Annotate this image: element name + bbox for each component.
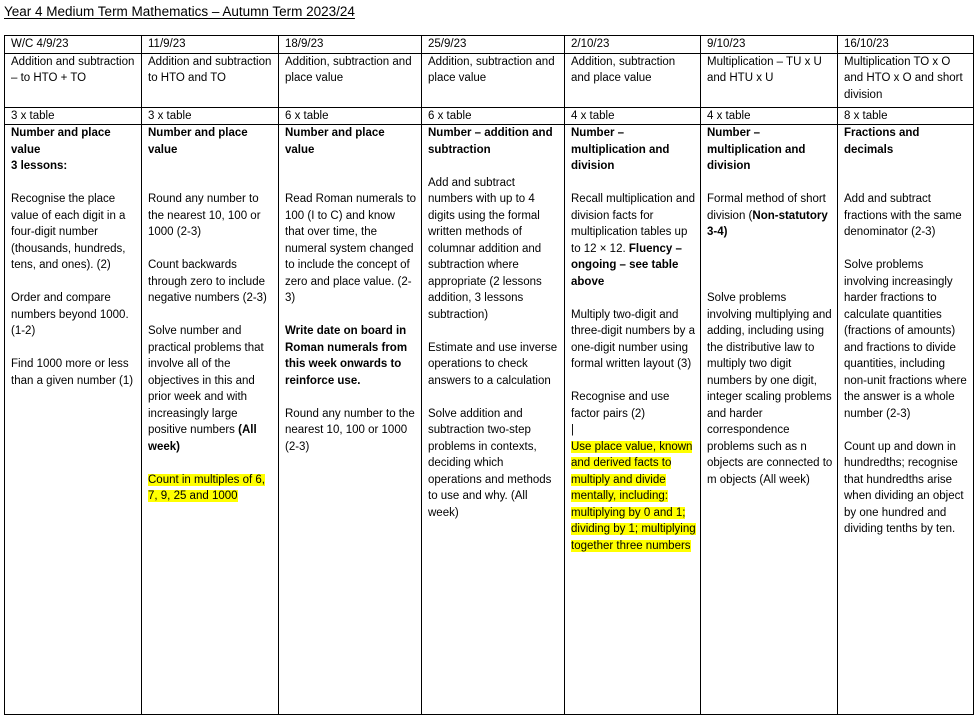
highlighted-objective: Count in multiples of 6, 7, 9, 25 and 1000	[148, 473, 265, 502]
objectives-cell-week3	[279, 125, 422, 715]
objectives-cell-week5	[565, 125, 701, 715]
objective-text: Find 1000 more or less than a given number (1)	[11, 358, 134, 387]
objective-text: Count up and down in hundredths; recognise that hundredths arise when dividing an object by one hundred and dividing tenths by ten.	[844, 440, 964, 535]
objective-text: Multiply two-digit and three-digit numbers by a one-digit number using formal written layout (3)	[571, 308, 696, 370]
highlighted-objective: Use place value, known and derived facts to multiply and divide mentally, including: multiplying by 0 and 1; dividing by 1; multiplying together three numbers	[571, 440, 696, 552]
objectives-cell-week2	[142, 125, 279, 715]
topic-cell: Addition, subtraction and place value	[422, 53, 565, 107]
times-table-row	[5, 107, 974, 125]
objective-text: Round any number to the nearest 10, 100 or 1000 (2-3)	[285, 407, 415, 453]
strand-heading: Number and place value	[148, 127, 248, 156]
text-cursor: |	[571, 424, 574, 436]
week-cell: 18/9/23	[279, 36, 422, 54]
times-table-cell: 6 x table	[279, 107, 422, 125]
week-cell: 25/9/23	[422, 36, 565, 54]
objective-text: Solve problems involving increasingly harder fractions to calculate quantities (fractions of amounts) and fractions to divide quantities, including non-unit fractions where the answer is a whole number (2-3)	[844, 259, 967, 420]
topic-cell: Addition, subtraction and place value	[565, 53, 701, 107]
week-header-row	[5, 36, 974, 54]
topic-cell: Addition, subtraction and place value	[279, 53, 422, 107]
times-table-cell: 6 x table	[422, 107, 565, 125]
objective-text: Solve number and practical problems that involve all of the objectives in this and prior week and with increasingly large positive numbers (All week)	[148, 325, 264, 453]
week-cell: 11/9/23	[142, 36, 279, 54]
times-table-cell: 4 x table	[565, 107, 701, 125]
week-cell: 2/10/23	[565, 36, 701, 54]
objectives-cell-week7	[838, 125, 974, 715]
objective-text: Add and subtract numbers with up to 4 digits using the formal written methods of columnar addition and subtraction where appropriate (2 lessons addition, 3 lessons subtraction)	[428, 176, 542, 321]
objectives-cell-week1	[5, 125, 142, 715]
lesson-count: 3 lessons:	[11, 160, 68, 172]
topic-row	[5, 53, 974, 107]
document-title: Year 4 Medium Term Mathematics – Autumn Term 2023/24	[4, 4, 355, 19]
strand-heading: Number and place value	[285, 127, 385, 156]
objective-text: Read Roman numerals to 100 (I to C) and know that over time, the numeral system changed to include the concept of zero and place value. (2-3)	[285, 193, 417, 304]
objective-text: Add and subtract fractions with the same denominator (2-3)	[844, 193, 962, 238]
strand-heading: Number and place value	[11, 127, 111, 156]
week-cell: 16/10/23	[838, 36, 974, 54]
objective-text: Count backwards through zero to include negative numbers (2-3)	[148, 259, 267, 304]
strand-heading: Number – addition and subtraction	[428, 127, 553, 156]
times-table-cell: 3 x table	[5, 107, 142, 125]
objective-text: Recognise the place value of each digit in a four-digit number (thousands, hundreds, tens, and ones). (2)	[11, 193, 126, 271]
times-table-cell: 8 x table	[838, 107, 974, 125]
objective-text: Solve addition and subtraction two-step problems in contexts, deciding which operations and methods to use and why. (All week)	[428, 407, 552, 519]
objective-note: Write date on board in Roman numerals from this week onwards to reinforce use.	[285, 325, 408, 387]
objective-text: Recall multiplication and division facts for multiplication tables up to 12 × 12. Fluency – ongoing – see table above	[571, 193, 696, 288]
objective-text: Order and compare numbers beyond 1000. (1-2)	[11, 292, 129, 337]
strand-heading: Fractions and decimals	[844, 127, 920, 156]
strand-heading: Number – multiplication and division	[571, 127, 670, 172]
objective-text: Recognise and use factor pairs (2)	[571, 391, 670, 420]
objective-text: Solve problems involving multiplying and adding, including using the distributive law to multiply two digit numbers by one digit, integer scaling problems and harder correspondence problems such as n objects are connected to m objects (All week)	[707, 292, 833, 486]
medium-term-plan-table	[4, 35, 974, 715]
objective-text: Estimate and use inverse operations to check answers to a calculation	[428, 341, 558, 387]
objective-text: Formal method of short division (Non-statutory 3-4)	[707, 193, 828, 238]
objective-text: Round any number to the nearest 10, 100 or 1000 (2-3)	[148, 193, 261, 238]
week-cell: 9/10/23	[701, 36, 838, 54]
topic-cell: Addition and subtraction to HTO and TO	[142, 53, 279, 107]
week-cell: W/C 4/9/23	[5, 36, 142, 54]
topic-cell: Addition and subtraction – to HTO + TO	[5, 53, 142, 107]
objectives-cell-week6	[701, 125, 838, 715]
objectives-cell-week4	[422, 125, 565, 715]
times-table-cell: 3 x table	[142, 107, 279, 125]
strand-heading: Number – multiplication and division	[707, 127, 806, 172]
topic-cell: Multiplication TO x O and HTO x O and short division	[838, 53, 974, 107]
objectives-row	[5, 125, 974, 715]
topic-cell: Multiplication – TU x U and HTU x U	[701, 53, 838, 107]
times-table-cell: 4 x table	[701, 107, 838, 125]
